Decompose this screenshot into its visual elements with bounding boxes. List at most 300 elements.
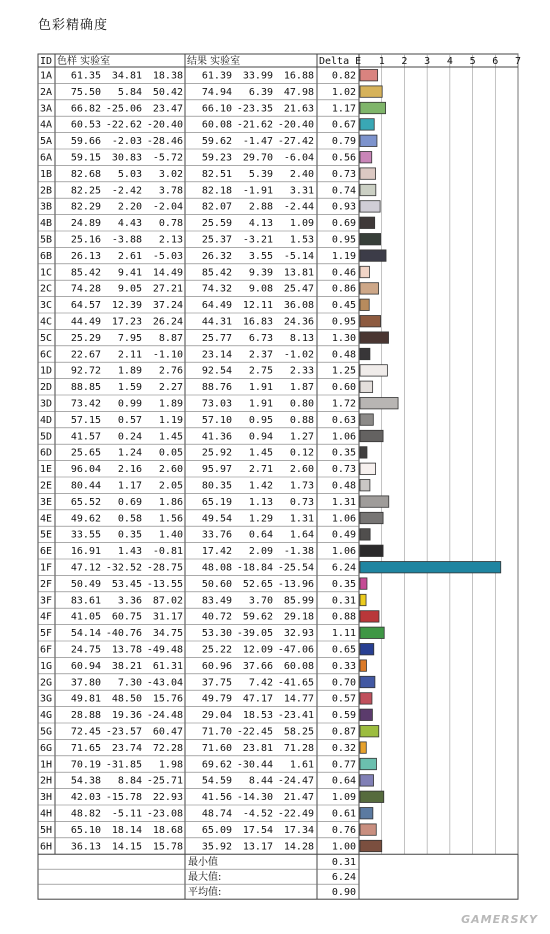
delta-e-bar	[360, 512, 383, 523]
row-id: 6B	[40, 250, 53, 262]
sample-lab-value: 0.24	[117, 431, 142, 443]
result-lab-value: 2.33	[289, 365, 314, 377]
delta-e-bar	[360, 578, 367, 589]
row-id: 6A	[40, 152, 53, 164]
result-lab-value: 23.14	[201, 349, 232, 361]
result-lab-value: -1.91	[242, 185, 273, 197]
header-delta-e: Delta E	[319, 56, 362, 67]
delta-e-value: 0.59	[331, 710, 356, 722]
row-id: 3D	[40, 398, 53, 410]
sample-lab-value: 74.28	[70, 283, 101, 295]
result-lab-value: 13.81	[283, 267, 314, 279]
sample-lab-value: 7.30	[117, 677, 142, 689]
header-sample: 色样 实验室	[57, 56, 111, 67]
result-lab-value: 2.71	[248, 464, 273, 476]
sample-lab-value: 3.36	[117, 595, 142, 607]
result-lab-value: 48.74	[201, 808, 232, 820]
result-lab-value: 85.42	[201, 267, 232, 279]
result-lab-value: -14.30	[236, 792, 273, 804]
sample-lab-value: 70.19	[70, 759, 101, 771]
result-lab-value: 48.08	[201, 562, 232, 574]
sample-lab-value: 2.61	[117, 250, 142, 262]
delta-e-value: 1.09	[331, 792, 356, 804]
sample-lab-value: -31.85	[105, 759, 142, 771]
delta-e-value: 0.77	[331, 759, 356, 771]
delta-e-value: 0.79	[331, 136, 356, 148]
row-id: 4A	[40, 119, 53, 131]
sample-lab-value: 16.91	[70, 546, 101, 558]
sample-lab-value: -2.42	[111, 185, 142, 197]
result-lab-value: 82.51	[201, 168, 232, 180]
sample-lab-value: 8.84	[117, 775, 142, 787]
row-id: 6E	[40, 546, 53, 558]
result-lab-value: -25.54	[277, 562, 314, 574]
sample-lab-value: -23.57	[105, 726, 142, 738]
sample-lab-value: -13.55	[146, 578, 183, 590]
delta-e-bar	[360, 365, 387, 376]
delta-e-bar	[360, 398, 398, 409]
sample-lab-value: 12.39	[111, 300, 142, 312]
result-lab-value: 29.70	[242, 152, 273, 164]
result-lab-value: 6.73	[248, 332, 273, 344]
sample-lab-value: -1.10	[152, 349, 183, 361]
row-id: 4E	[40, 513, 53, 525]
sample-lab-value: 61.31	[152, 660, 183, 672]
result-lab-value: 1.13	[248, 496, 273, 508]
delta-e-bar	[360, 168, 376, 179]
sample-lab-value: 72.45	[70, 726, 101, 738]
row-id: 1D	[40, 365, 53, 377]
delta-e-value: 0.64	[331, 775, 356, 787]
sample-lab-value: 33.55	[70, 529, 101, 541]
result-lab-value: 41.36	[201, 431, 232, 443]
delta-e-bar	[360, 414, 373, 425]
delta-e-value: 0.60	[331, 382, 356, 394]
delta-e-value: 0.76	[331, 824, 356, 836]
delta-e-bar	[360, 611, 379, 622]
sample-lab-value: -24.48	[146, 710, 183, 722]
delta-e-bar	[360, 660, 366, 671]
summary-value: 0.31	[331, 857, 356, 869]
result-lab-value: -13.96	[277, 578, 314, 590]
sample-lab-value: -2.04	[152, 201, 183, 213]
result-lab-value: 37.75	[201, 677, 232, 689]
row-id: 3B	[40, 201, 53, 213]
row-id: 6F	[40, 644, 53, 656]
result-lab-value: 2.88	[248, 201, 273, 213]
sample-lab-value: 72.28	[152, 742, 183, 754]
delta-e-value: 0.95	[331, 234, 356, 246]
row-id: 2E	[40, 480, 53, 492]
delta-e-value: 1.30	[331, 332, 356, 344]
result-lab-value: 47.98	[283, 86, 314, 98]
result-lab-value: 1.87	[289, 382, 314, 394]
sample-lab-value: 27.21	[152, 283, 183, 295]
delta-e-bar	[360, 447, 367, 458]
sample-lab-value: 73.42	[70, 398, 101, 410]
result-lab-value: 16.83	[242, 316, 273, 328]
result-lab-value: 58.25	[283, 726, 314, 738]
result-lab-value: -1.02	[283, 349, 314, 361]
row-id: 6H	[40, 841, 53, 853]
result-lab-value: -24.47	[277, 775, 314, 787]
sample-lab-value: 24.75	[70, 644, 101, 656]
sample-lab-value: 2.13	[158, 234, 183, 246]
sample-lab-value: -43.04	[146, 677, 183, 689]
result-lab-value: 61.39	[201, 70, 232, 82]
result-lab-value: -23.35	[236, 103, 273, 115]
result-lab-value: 60.08	[201, 119, 232, 131]
row-id: 1E	[40, 464, 53, 476]
sample-lab-value: 2.05	[158, 480, 183, 492]
row-id: 5H	[40, 824, 53, 836]
result-lab-value: 21.63	[283, 103, 314, 115]
result-lab-value: -21.62	[236, 119, 273, 131]
delta-e-value: 0.87	[331, 726, 356, 738]
row-id: 3E	[40, 496, 53, 508]
sample-lab-value: -25.71	[146, 775, 183, 787]
sample-lab-value: 1.86	[158, 496, 183, 508]
scale-tick-label: 1	[378, 56, 385, 67]
row-id: 2A	[40, 86, 53, 98]
sample-lab-value: 0.58	[117, 513, 142, 525]
row-id: 1H	[40, 759, 53, 771]
sample-lab-value: 47.12	[70, 562, 101, 574]
result-lab-value: 71.28	[283, 742, 314, 754]
delta-e-bar	[360, 102, 386, 113]
row-id: 4B	[40, 218, 53, 230]
scale-tick-label: 4	[446, 56, 453, 67]
result-lab-value: -4.52	[242, 808, 273, 820]
result-lab-value: 2.40	[289, 168, 314, 180]
scale-tick-label: 6	[492, 56, 499, 67]
row-id: 5F	[40, 628, 53, 640]
delta-e-value: 0.65	[331, 644, 356, 656]
sample-lab-value: 42.03	[70, 792, 101, 804]
result-lab-value: 1.29	[248, 513, 273, 525]
result-lab-value: 59.23	[201, 152, 232, 164]
sample-lab-value: 2.20	[117, 201, 142, 213]
result-lab-value: 25.92	[201, 447, 232, 459]
sample-lab-value: 83.61	[70, 595, 101, 607]
result-lab-value: 3.55	[248, 250, 273, 262]
sample-lab-value: 87.02	[152, 595, 183, 607]
sample-lab-value: 18.38	[152, 70, 183, 82]
sample-lab-value: 28.88	[70, 710, 101, 722]
sample-lab-value: 60.75	[111, 611, 142, 623]
delta-e-value: 1.02	[331, 86, 356, 98]
result-lab-value: 57.10	[201, 414, 232, 426]
result-lab-value: -5.14	[283, 250, 314, 262]
result-lab-value: -22.49	[277, 808, 314, 820]
sample-lab-value: -25.06	[105, 103, 142, 115]
sample-lab-value: 1.19	[158, 414, 183, 426]
sample-lab-value: -28.46	[146, 136, 183, 148]
result-lab-value: 2.09	[248, 546, 273, 558]
result-lab-value: 1.64	[289, 529, 314, 541]
result-lab-value: 23.81	[242, 742, 273, 754]
sample-lab-value: 15.76	[152, 693, 183, 705]
summary-value: 6.24	[331, 872, 356, 884]
delta-e-value: 1.25	[331, 365, 356, 377]
result-lab-value: 29.18	[283, 611, 314, 623]
result-lab-value: 71.70	[201, 726, 232, 738]
sample-lab-value: 1.45	[158, 431, 183, 443]
delta-e-bar	[360, 135, 377, 146]
sample-lab-value: 1.17	[117, 480, 142, 492]
sample-lab-value: 0.57	[117, 414, 142, 426]
sample-lab-value: 80.44	[70, 480, 101, 492]
delta-e-value: 0.86	[331, 283, 356, 295]
sample-lab-value: 59.15	[70, 152, 101, 164]
result-lab-value: 1.91	[248, 398, 273, 410]
scale-tick-label: 7	[515, 56, 522, 67]
result-lab-value: 25.47	[283, 283, 314, 295]
result-lab-value: -1.47	[242, 136, 273, 148]
sample-lab-value: 26.24	[152, 316, 183, 328]
delta-e-value: 0.31	[331, 595, 356, 607]
result-lab-value: 44.31	[201, 316, 232, 328]
sample-lab-value: 82.29	[70, 201, 101, 213]
delta-e-bar	[360, 709, 372, 720]
sample-lab-value: 54.38	[70, 775, 101, 787]
result-lab-value: 25.59	[201, 218, 232, 230]
delta-e-value: 0.46	[331, 267, 356, 279]
result-lab-value: 25.22	[201, 644, 232, 656]
sample-lab-value: 59.66	[70, 136, 101, 148]
result-lab-value: 50.60	[201, 578, 232, 590]
sample-lab-value: 14.15	[111, 841, 142, 853]
delta-e-bar	[360, 184, 376, 195]
result-lab-value: 1.27	[289, 431, 314, 443]
row-id: 3F	[40, 595, 53, 607]
sample-lab-value: -3.88	[111, 234, 142, 246]
result-lab-value: 16.88	[283, 70, 314, 82]
result-lab-value: 3.31	[289, 185, 314, 197]
delta-e-value: 0.69	[331, 218, 356, 230]
sample-lab-value: 18.68	[152, 824, 183, 836]
delta-e-value: 1.06	[331, 513, 356, 525]
delta-e-bar	[360, 70, 378, 81]
delta-e-bar	[360, 726, 379, 737]
delta-e-bar	[360, 250, 386, 261]
delta-e-value: 1.00	[331, 841, 356, 853]
sample-lab-value: 0.05	[158, 447, 183, 459]
delta-e-bar	[360, 562, 501, 573]
sample-lab-value: 65.52	[70, 496, 101, 508]
row-id: 1F	[40, 562, 53, 574]
sample-lab-value: 15.78	[152, 841, 183, 853]
delta-e-bar	[360, 594, 366, 605]
sample-lab-value: 75.50	[70, 86, 101, 98]
delta-e-bar	[360, 266, 369, 277]
sample-lab-value: 18.14	[111, 824, 142, 836]
result-lab-value: 32.93	[283, 628, 314, 640]
sample-lab-value: -0.81	[152, 546, 183, 558]
result-lab-value: -18.84	[236, 562, 273, 574]
result-lab-value: 1.09	[289, 218, 314, 230]
sample-lab-value: 92.72	[70, 365, 101, 377]
result-lab-value: 35.92	[201, 841, 232, 853]
delta-e-value: 1.31	[331, 496, 356, 508]
sample-lab-value: 71.65	[70, 742, 101, 754]
result-lab-value: 1.73	[289, 480, 314, 492]
result-lab-value: 49.54	[201, 513, 232, 525]
result-lab-value: 0.88	[289, 414, 314, 426]
result-lab-value: -22.45	[236, 726, 273, 738]
delta-e-bar	[360, 316, 381, 327]
row-id: 3H	[40, 792, 53, 804]
delta-e-bar	[360, 332, 389, 343]
sample-lab-value: 38.21	[111, 660, 142, 672]
sample-lab-value: -15.78	[105, 792, 142, 804]
result-lab-value: 7.42	[248, 677, 273, 689]
result-lab-value: 83.49	[201, 595, 232, 607]
delta-e-bar	[360, 824, 376, 835]
sample-lab-value: 3.78	[158, 185, 183, 197]
row-id: 4C	[40, 316, 53, 328]
result-lab-value: 18.53	[242, 710, 273, 722]
result-lab-value: 0.12	[289, 447, 314, 459]
result-lab-value: 82.07	[201, 201, 232, 213]
sample-lab-value: 82.25	[70, 185, 101, 197]
row-id: 5B	[40, 234, 53, 246]
result-lab-value: 2.60	[289, 464, 314, 476]
delta-e-value: 0.93	[331, 201, 356, 213]
delta-e-bar	[360, 676, 375, 687]
result-lab-value: 12.09	[242, 644, 273, 656]
sample-lab-value: 7.95	[117, 332, 142, 344]
header-id: ID	[40, 56, 53, 67]
delta-e-value: 0.73	[331, 168, 356, 180]
result-lab-value: 66.10	[201, 103, 232, 115]
delta-e-bar	[360, 644, 374, 655]
result-lab-value: -3.21	[242, 234, 273, 246]
row-id: 6C	[40, 349, 53, 361]
sample-lab-value: 14.49	[152, 267, 183, 279]
sample-lab-value: 48.50	[111, 693, 142, 705]
result-lab-value: 0.95	[248, 414, 273, 426]
delta-e-value: 0.48	[331, 480, 356, 492]
row-id: 2C	[40, 283, 53, 295]
result-lab-value: 74.94	[201, 86, 232, 98]
sample-lab-value: 60.53	[70, 119, 101, 131]
result-lab-value: 88.76	[201, 382, 232, 394]
delta-e-value: 0.82	[331, 70, 356, 82]
delta-e-value: 1.19	[331, 250, 356, 262]
result-lab-value: 0.73	[289, 496, 314, 508]
sample-lab-value: 9.05	[117, 283, 142, 295]
sample-lab-value: 4.43	[117, 218, 142, 230]
delta-e-value: 0.57	[331, 693, 356, 705]
sample-lab-value: 41.05	[70, 611, 101, 623]
sample-lab-value: 9.41	[117, 267, 142, 279]
delta-e-bar	[360, 348, 370, 359]
sample-lab-value: 60.47	[152, 726, 183, 738]
delta-e-bar	[360, 529, 370, 540]
delta-e-bar	[360, 742, 366, 753]
result-lab-value: 9.39	[248, 267, 273, 279]
sample-lab-value: 0.35	[117, 529, 142, 541]
result-lab-value: 12.11	[242, 300, 273, 312]
result-lab-value: 5.39	[248, 168, 273, 180]
delta-e-bar	[360, 480, 370, 491]
sample-lab-value: 96.04	[70, 464, 101, 476]
row-id: 1A	[40, 70, 53, 82]
sample-lab-value: 26.13	[70, 250, 101, 262]
row-id: 6G	[40, 742, 53, 754]
result-lab-value: 25.77	[201, 332, 232, 344]
result-lab-value: 25.37	[201, 234, 232, 246]
delta-e-value: 0.74	[331, 185, 356, 197]
sample-lab-value: 37.24	[152, 300, 183, 312]
row-id: 2B	[40, 185, 53, 197]
sample-lab-value: 2.27	[158, 382, 183, 394]
result-lab-value: -23.41	[277, 710, 314, 722]
delta-e-bar	[360, 758, 376, 769]
result-lab-value: 59.62	[242, 611, 273, 623]
sample-lab-value: 57.15	[70, 414, 101, 426]
delta-e-bar	[360, 808, 373, 819]
result-lab-value: 64.49	[201, 300, 232, 312]
result-lab-value: 26.32	[201, 250, 232, 262]
result-lab-value: -6.04	[283, 152, 314, 164]
result-lab-value: 95.97	[201, 464, 232, 476]
sample-lab-value: 24.89	[70, 218, 101, 230]
row-id: 4G	[40, 710, 53, 722]
result-lab-value: 14.77	[283, 693, 314, 705]
sample-lab-value: 2.76	[158, 365, 183, 377]
sample-lab-value: 25.65	[70, 447, 101, 459]
delta-e-bar	[360, 627, 384, 638]
sample-lab-value: 64.57	[70, 300, 101, 312]
row-id: 4F	[40, 611, 53, 623]
sample-lab-value: 53.45	[111, 578, 142, 590]
delta-e-bar	[360, 217, 375, 228]
result-lab-value: 1.61	[289, 759, 314, 771]
row-id: 4H	[40, 808, 53, 820]
sample-lab-value: 22.93	[152, 792, 183, 804]
delta-e-value: 0.32	[331, 742, 356, 754]
sample-lab-value: 23.74	[111, 742, 142, 754]
delta-e-bar	[360, 201, 380, 212]
header-result: 结果 实验室	[187, 56, 241, 67]
sample-lab-value: 25.29	[70, 332, 101, 344]
delta-e-value: 0.61	[331, 808, 356, 820]
watermark: GAMERSKY	[461, 913, 538, 926]
result-lab-value: 53.30	[201, 628, 232, 640]
sample-lab-value: 85.42	[70, 267, 101, 279]
delta-e-bar	[360, 496, 389, 507]
row-id: 6D	[40, 447, 53, 459]
row-id: 3G	[40, 693, 53, 705]
sample-lab-value: 30.83	[111, 152, 142, 164]
result-lab-value: -30.44	[236, 759, 273, 771]
sample-lab-value: 25.16	[70, 234, 101, 246]
page-title: 色彩精确度	[38, 18, 109, 33]
row-id: 1C	[40, 267, 53, 279]
delta-e-value: 0.88	[331, 611, 356, 623]
sample-lab-value: 41.57	[70, 431, 101, 443]
delta-e-bar	[360, 430, 383, 441]
sample-lab-value: 0.78	[158, 218, 183, 230]
sample-lab-value: 1.98	[158, 759, 183, 771]
sample-lab-value: -2.03	[111, 136, 142, 148]
sample-lab-value: 44.49	[70, 316, 101, 328]
sample-lab-value: 66.82	[70, 103, 101, 115]
sample-lab-value: 3.02	[158, 168, 183, 180]
sample-lab-value: 48.82	[70, 808, 101, 820]
